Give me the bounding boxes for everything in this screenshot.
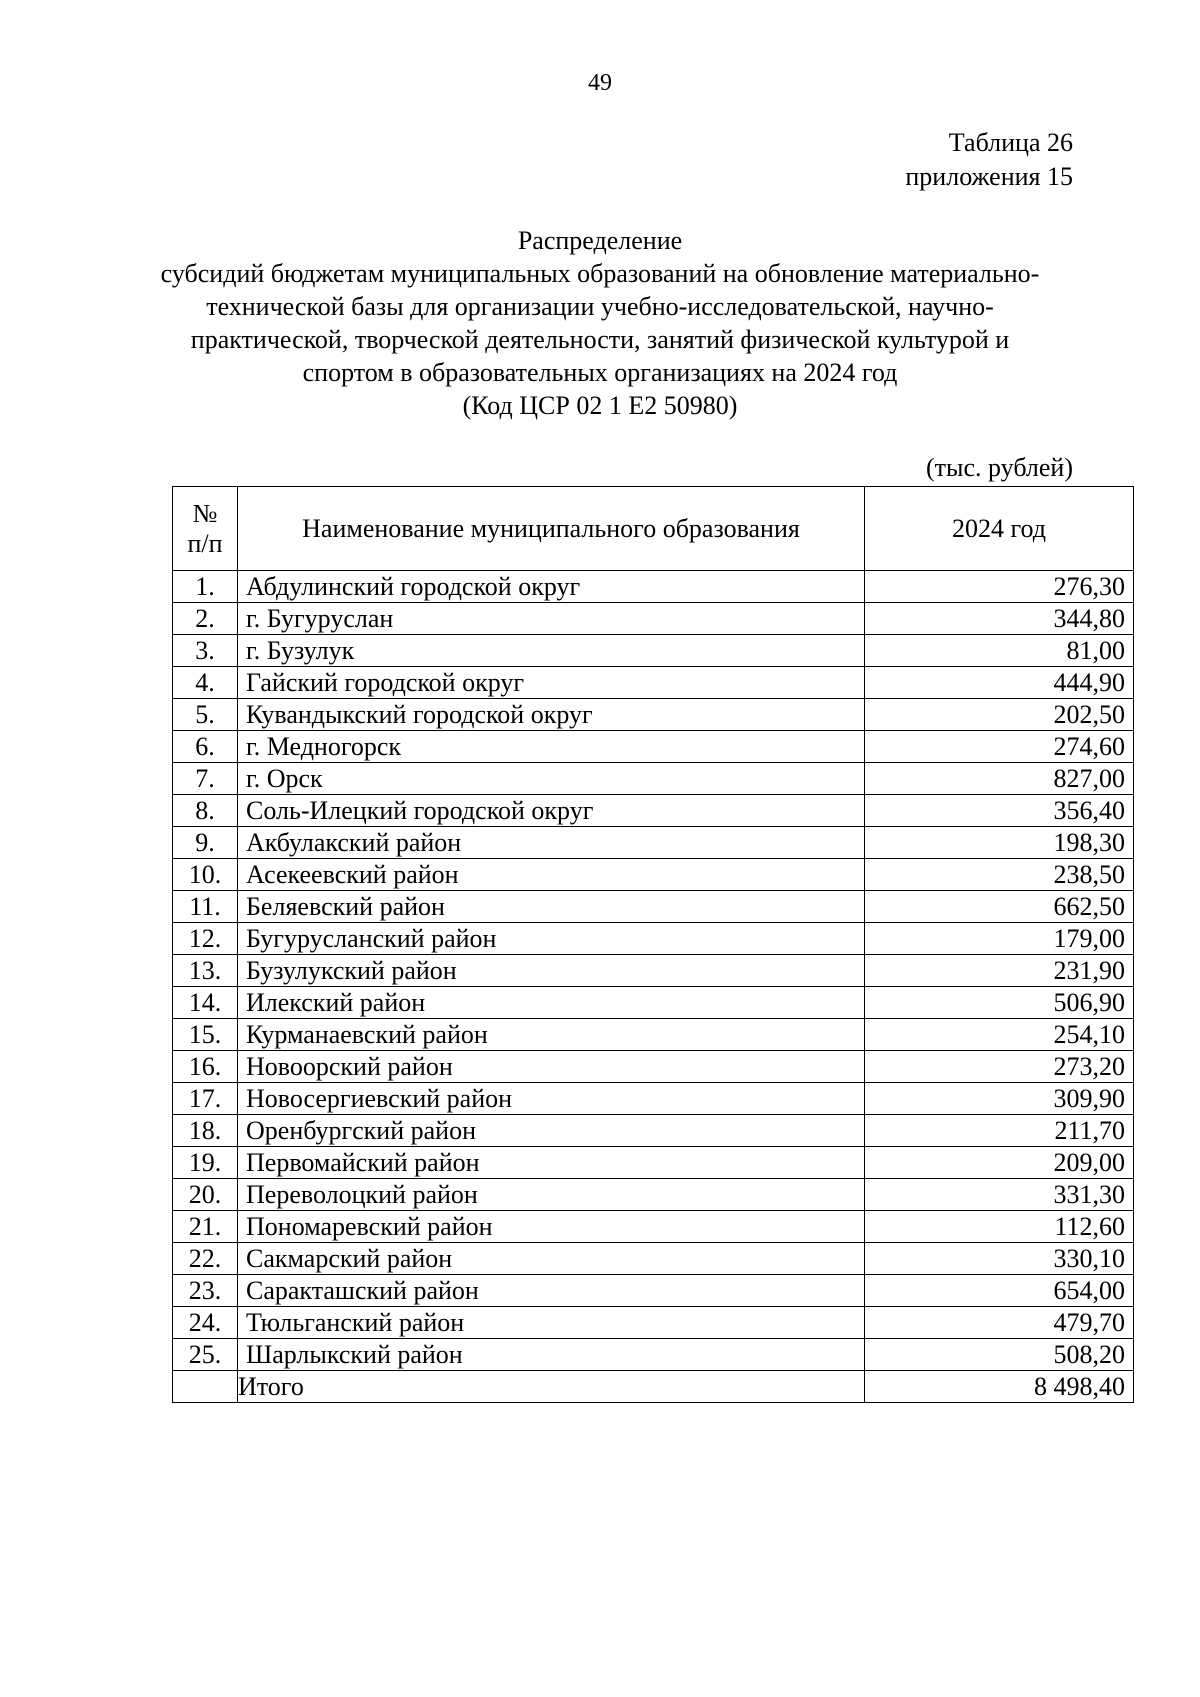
row-number: 1.: [173, 571, 238, 603]
row-name: Кувандыкский городской округ: [238, 699, 865, 731]
row-value: 827,00: [865, 763, 1134, 795]
row-number: 2.: [173, 603, 238, 635]
row-name: Бугурусланский район: [238, 923, 865, 955]
table-row: [173, 1147, 1134, 1179]
row-value: 254,10: [865, 1019, 1134, 1051]
row-name: Переволоцкий район: [238, 1179, 865, 1211]
table-row: [173, 1307, 1134, 1339]
table-row: [173, 731, 1134, 763]
row-name: г. Бузулук: [238, 635, 865, 667]
row-number: 25.: [173, 1339, 238, 1371]
row-name: Первомайский район: [238, 1147, 865, 1179]
row-number: 16.: [173, 1051, 238, 1083]
table-row: [173, 1083, 1134, 1115]
row-value: 179,00: [865, 923, 1134, 955]
table-row: [173, 763, 1134, 795]
table-row: [173, 923, 1134, 955]
table-row: [173, 1115, 1134, 1147]
row-name: Асекеевский район: [238, 859, 865, 891]
row-value: 331,30: [865, 1179, 1134, 1211]
row-value: 273,20: [865, 1051, 1134, 1083]
row-name: Илекский район: [238, 987, 865, 1019]
row-number: 15.: [173, 1019, 238, 1051]
row-name: Курманаевский район: [238, 1019, 865, 1051]
page-number: 49: [588, 70, 612, 96]
table-row: [173, 1179, 1134, 1211]
table-row: [173, 667, 1134, 699]
row-value: 309,90: [865, 1083, 1134, 1115]
row-name: Шарлыкский район: [238, 1339, 865, 1371]
header-number: [173, 487, 238, 571]
row-value: 231,90: [865, 955, 1134, 987]
row-name: Гайский городской округ: [238, 667, 865, 699]
row-value: 202,50: [865, 699, 1134, 731]
table-body: [173, 571, 1134, 1371]
table-reference-line-1: Таблица 26: [948, 128, 1073, 157]
row-value: 198,30: [865, 827, 1134, 859]
row-name: Акбулакский район: [238, 827, 865, 859]
row-value: 344,80: [865, 603, 1134, 635]
header-year: 2024 год: [865, 487, 1134, 571]
row-number: 7.: [173, 763, 238, 795]
table-row: [173, 699, 1134, 731]
table-row: [173, 1275, 1134, 1307]
header-number-abbr: п/п: [187, 528, 223, 558]
table-row: [173, 1243, 1134, 1275]
row-value: 356,40: [865, 795, 1134, 827]
table-row: [173, 1019, 1134, 1051]
title-line-3: технической базы для организации учебно-исследовательской, научно-: [206, 292, 994, 321]
row-name: Сакмарский район: [238, 1243, 865, 1275]
table-row: [173, 795, 1134, 827]
row-number: 3.: [173, 635, 238, 667]
title-line-5: спортом в образовательных организациях на 2024 год: [302, 358, 898, 387]
row-name: Пономаревский район: [238, 1211, 865, 1243]
row-value: 330,10: [865, 1243, 1134, 1275]
header-number-sign: №: [192, 498, 218, 528]
row-number: 5.: [173, 699, 238, 731]
row-name: Новоорский район: [238, 1051, 865, 1083]
table-row: [173, 1051, 1134, 1083]
table-header-row: [173, 487, 1134, 571]
table-row: [173, 571, 1134, 603]
row-number: 9.: [173, 827, 238, 859]
row-value: 81,00: [865, 635, 1134, 667]
table-row: [173, 827, 1134, 859]
row-name: Саракташский район: [238, 1275, 865, 1307]
row-number: 4.: [173, 667, 238, 699]
row-number: 10.: [173, 859, 238, 891]
row-number: 12.: [173, 923, 238, 955]
row-value: 444,90: [865, 667, 1134, 699]
row-value: 506,90: [865, 987, 1134, 1019]
table-row: [173, 603, 1134, 635]
row-name: Абдулинский городской округ: [238, 571, 865, 603]
table-row: [173, 955, 1134, 987]
row-number: 21.: [173, 1211, 238, 1243]
table-reference-line-2: приложения 15: [905, 162, 1073, 191]
table-row: [173, 635, 1134, 667]
row-value: 508,20: [865, 1339, 1134, 1371]
row-number: 13.: [173, 955, 238, 987]
row-number: 19.: [173, 1147, 238, 1179]
table-reference: [905, 126, 1073, 194]
row-number: 23.: [173, 1275, 238, 1307]
row-value: 479,70: [865, 1307, 1134, 1339]
row-number: 24.: [173, 1307, 238, 1339]
title-line-6: (Код ЦСР 02 1 Е2 50980): [462, 391, 738, 420]
row-name: Оренбургский район: [238, 1115, 865, 1147]
total-label: Итого: [238, 1371, 865, 1403]
distribution-table: [172, 486, 1134, 1403]
total-number-cell: [173, 1371, 238, 1403]
row-value: 112,60: [865, 1211, 1134, 1243]
document-title: [150, 224, 1050, 422]
row-value: 276,30: [865, 571, 1134, 603]
row-name: Тюльганский район: [238, 1307, 865, 1339]
row-value: 238,50: [865, 859, 1134, 891]
row-number: 14.: [173, 987, 238, 1019]
row-name: г. Орск: [238, 763, 865, 795]
title-line-4: практической, творческой деятельности, занятий физической культурой и: [190, 325, 1010, 354]
row-name: г. Бугуруслан: [238, 603, 865, 635]
row-number: 22.: [173, 1243, 238, 1275]
table-row: [173, 891, 1134, 923]
header-name: Наименование муниципального образования: [238, 487, 865, 571]
total-value: 8 498,40: [865, 1371, 1134, 1403]
row-number: 20.: [173, 1179, 238, 1211]
row-number: 6.: [173, 731, 238, 763]
row-value: 209,00: [865, 1147, 1134, 1179]
row-name: Бузулукский район: [238, 955, 865, 987]
table-row: [173, 1339, 1134, 1371]
row-number: 11.: [173, 891, 238, 923]
row-value: 654,00: [865, 1275, 1134, 1307]
row-name: Беляевский район: [238, 891, 865, 923]
row-number: 18.: [173, 1115, 238, 1147]
units-label: (тыс. рублей): [925, 453, 1073, 482]
table-row: [173, 1211, 1134, 1243]
title-line-1: Распределение: [517, 226, 683, 255]
title-line-2: субсидий бюджетам муниципальных образований на обновление материально-: [160, 259, 1040, 288]
table-row: [173, 987, 1134, 1019]
row-value: 211,70: [865, 1115, 1134, 1147]
row-value: 274,60: [865, 731, 1134, 763]
row-number: 17.: [173, 1083, 238, 1115]
row-name: Соль-Илецкий городской округ: [238, 795, 865, 827]
row-number: 8.: [173, 795, 238, 827]
table-row: [173, 859, 1134, 891]
total-row: [173, 1371, 1134, 1403]
row-name: Новосергиевский район: [238, 1083, 865, 1115]
row-value: 662,50: [865, 891, 1134, 923]
row-name: г. Медногорск: [238, 731, 865, 763]
